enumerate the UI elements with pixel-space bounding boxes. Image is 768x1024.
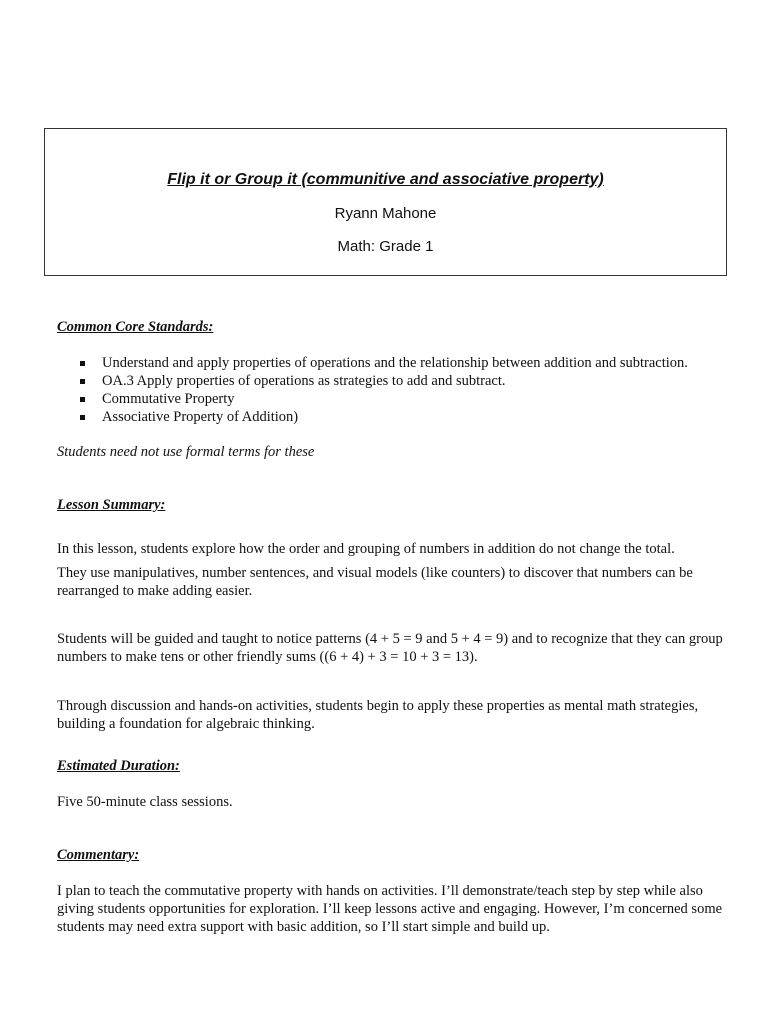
lesson-title: Flip it or Group it (communitive and associative property) bbox=[167, 171, 604, 188]
standards-item-text: OA.3 Apply properties of operations as strategies to add and subtract. bbox=[102, 373, 506, 389]
standards-item-text: Understand and apply properties of operations and the relationship between addition and subtraction. bbox=[102, 355, 688, 371]
standards-note: Students need not use formal terms for these bbox=[57, 444, 315, 460]
square-bullet-icon bbox=[80, 361, 85, 366]
standards-item bbox=[80, 390, 730, 408]
summary-heading: Lesson Summary: bbox=[57, 497, 166, 513]
square-bullet-icon bbox=[80, 397, 85, 402]
standards-item-text: Associative Property of Addition) bbox=[102, 409, 299, 425]
commentary-heading: Commentary: bbox=[57, 847, 140, 863]
summary-paragraph-2: They use manipulatives, number sentences, and visual models (like counters) to discover that numbers can be rearranged to make adding easier. bbox=[57, 565, 693, 599]
summary-paragraph-1: In this lesson, students explore how the order and grouping of numbers in addition do not change the total. bbox=[57, 541, 675, 557]
duration-text: Five 50-minute class sessions. bbox=[57, 794, 233, 810]
standards-item bbox=[80, 372, 730, 390]
standards-heading: Common Core Standards: bbox=[57, 319, 214, 335]
square-bullet-icon bbox=[80, 379, 85, 384]
author-name: Ryann Mahone bbox=[334, 205, 437, 222]
standards-list bbox=[80, 354, 730, 426]
standards-item bbox=[80, 354, 730, 372]
commentary-text: I plan to teach the commutative property with hands on activities. I’ll demonstrate/teach step by step while also giving students opportunities for exploration. I’ll keep lessons active and engaging. However, I’m concerned some students may need extra support with basic addition, so I’ll start simple and build up. bbox=[57, 883, 723, 935]
title-box bbox=[44, 128, 727, 276]
summary-paragraph-4: Through discussion and hands-on activities, students begin to apply these properties as mental math strategies, building a foundation for algebraic thinking. bbox=[57, 698, 699, 732]
standards-item-text: Commutative Property bbox=[102, 391, 235, 407]
square-bullet-icon bbox=[80, 415, 85, 420]
subject-grade: Math: Grade 1 bbox=[337, 238, 434, 255]
standards-item bbox=[80, 408, 730, 426]
duration-heading: Estimated Duration: bbox=[57, 758, 180, 774]
summary-paragraph-3: Students will be guided and taught to notice patterns (4 + 5 = 9 and 5 + 4 = 9) and to recognize that they can group numbers to make tens or other friendly sums ((6 + 4) + 3 = 10 + 3 = 13). bbox=[57, 631, 723, 665]
